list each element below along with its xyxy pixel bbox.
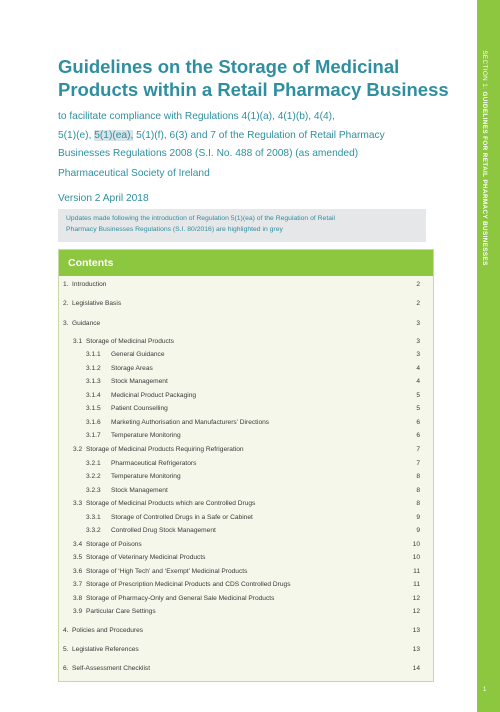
toc-entry-number: 3.3.1 <box>86 514 101 521</box>
toc-entry[interactable] <box>59 365 433 377</box>
toc-entry-label: Storage of Prescription Medicinal Products and CDS Controlled Drugs <box>86 581 291 588</box>
toc-entry-page: 6 <box>416 419 420 426</box>
toc-entry-page: 11 <box>413 568 420 575</box>
toc-entry-number: 3.4 <box>73 541 83 548</box>
toc-entry[interactable] <box>59 300 433 312</box>
toc-entry-page: 3 <box>416 351 420 358</box>
title-line-2: Products within a Retail Pharmacy Business <box>58 79 449 100</box>
document-version: Version 2 April 2018 <box>58 193 149 204</box>
toc-entry-number: 3.7 <box>73 581 83 588</box>
toc-entry-page: 4 <box>416 365 420 372</box>
toc-entry-label: Introduction <box>72 281 107 288</box>
update-note-line-2: Pharmacy Businesses Regulations (S.I. 80/2016) are highlighted in grey <box>66 226 283 233</box>
toc-entry-label: Particular Care Settings <box>86 608 156 615</box>
toc-entry-number: 3.2.3 <box>86 487 101 494</box>
toc-entry-number: 3.1.7 <box>86 432 101 439</box>
toc-entry-page: 10 <box>412 554 420 561</box>
toc-entry-label: Policies and Procedures <box>72 627 144 634</box>
toc-entry-number: 2. <box>63 300 69 307</box>
toc-entry[interactable] <box>59 473 433 485</box>
toc-entry-number: 3.2.1 <box>86 460 101 467</box>
toc-entry-page: 7 <box>416 446 420 453</box>
toc-entry-number: 3.1 <box>73 338 83 345</box>
toc-entry-label: Stock Management <box>111 378 168 385</box>
subtitle-highlighted-regulation: 5(1)(ea), <box>94 129 134 141</box>
toc-entry[interactable] <box>59 581 433 593</box>
toc-entry-number: 3.2 <box>73 446 83 453</box>
subtitle-line-2 <box>58 127 458 146</box>
toc-entry[interactable] <box>59 419 433 431</box>
toc-entry-label: Storage of Medicinal Products Requiring Refrigeration <box>86 446 244 453</box>
toc-entry-page: 13 <box>412 646 420 653</box>
toc-entry-label: Temperature Monitoring <box>111 432 181 439</box>
toc-entry-label: Marketing Authorisation and Manufacturers’ Directions <box>111 419 270 426</box>
toc-entry[interactable] <box>59 541 433 553</box>
toc-entry[interactable] <box>59 320 433 332</box>
toc-entry-label: Storage of Medicinal Products <box>86 338 174 345</box>
toc-entry-number: 3.1.2 <box>86 365 101 372</box>
toc-entry-label: Storage of Veterinary Medicinal Products <box>86 554 206 561</box>
toc-entry-number: 3.3.2 <box>86 527 101 534</box>
toc-entry-page: 4 <box>416 378 420 385</box>
toc-entry-label: Legislative References <box>72 646 139 653</box>
toc-entry[interactable] <box>59 446 433 458</box>
toc-entry-label: Self-Assessment Checklist <box>72 665 151 672</box>
toc-entry[interactable] <box>59 405 433 417</box>
toc-entry-label: Storage of ‘High Tech’ and ‘Exempt’ Medicinal Products <box>86 568 248 575</box>
toc-entry-label: Medicinal Product Packaging <box>111 392 197 399</box>
publisher-name: Pharmaceutical Society of Ireland <box>58 168 210 179</box>
toc-entry-page: 11 <box>413 581 420 588</box>
toc-entry-label: Legislative Basis <box>72 300 122 307</box>
toc-entry-label: General Guidance <box>111 351 165 358</box>
table-of-contents <box>58 249 434 682</box>
toc-entry[interactable] <box>59 432 433 444</box>
toc-entry-label: Stock Management <box>111 487 168 494</box>
toc-entry-number: 3.2.2 <box>86 473 101 480</box>
toc-entry-number: 3. <box>63 320 69 327</box>
document-subtitle <box>58 108 458 164</box>
toc-entry-number: 3.8 <box>73 595 83 602</box>
toc-entry-number: 3.1.1 <box>86 351 101 358</box>
side-section-number: SECTION 1: <box>481 50 488 90</box>
toc-entry-label: Patient Counselling <box>111 405 168 412</box>
page-number: 1 <box>483 687 487 693</box>
toc-entry-number: 1. <box>63 281 69 288</box>
toc-entry-page: 9 <box>416 514 420 521</box>
toc-entry-label: Storage Areas <box>111 365 153 372</box>
toc-entry-label: Controlled Drug Stock Management <box>111 527 216 534</box>
toc-entry[interactable] <box>59 527 433 539</box>
toc-entry-label: Storage of Medicinal Products which are Controlled Drugs <box>86 500 256 507</box>
toc-entry[interactable] <box>59 627 433 639</box>
toc-entry-page: 8 <box>416 500 420 507</box>
toc-entry-page: 13 <box>412 627 420 634</box>
contents-heading: Contents <box>59 250 433 276</box>
toc-entry[interactable] <box>59 595 433 607</box>
toc-entry-page: 12 <box>412 595 420 602</box>
toc-entry[interactable] <box>59 392 433 404</box>
toc-entry-number: 3.5 <box>73 554 83 561</box>
toc-entry-page: 3 <box>416 338 420 345</box>
toc-entry-number: 3.9 <box>73 608 83 615</box>
toc-entry[interactable] <box>59 568 433 580</box>
toc-entry-number: 3.1.5 <box>86 405 101 412</box>
section-side-label <box>481 50 488 265</box>
toc-entry-page: 5 <box>416 405 420 412</box>
toc-entry-page: 8 <box>416 473 420 480</box>
toc-entry-label: Guidance <box>72 320 101 327</box>
toc-entry-number: 3.1.6 <box>86 419 101 426</box>
toc-entry-page: 7 <box>416 460 420 467</box>
toc-entry-number: 4. <box>63 627 69 634</box>
toc-entry-page: 2 <box>416 281 420 288</box>
toc-entry-label: Pharmaceutical Refrigerators <box>111 460 197 467</box>
toc-entry-number: 3.3 <box>73 500 83 507</box>
toc-entry-page: 9 <box>416 527 420 534</box>
toc-entry[interactable] <box>59 608 433 620</box>
toc-entry[interactable] <box>59 487 433 499</box>
toc-entry[interactable] <box>59 378 433 390</box>
subtitle-line-2-end: 5(1)(f), 6(3) and 7 of the Regulation of Retail Pharmacy <box>133 129 385 141</box>
toc-entry-page: 5 <box>416 392 420 399</box>
toc-entry-number: 3.1.3 <box>86 378 101 385</box>
toc-entry[interactable] <box>59 281 433 293</box>
update-note-line-1: Updates made following the introduction of Regulation 5(1)(ea) of the Regulation of Retail <box>66 215 336 222</box>
toc-entry-label: Storage of Controlled Drugs in a Safe or Cabinet <box>111 514 253 521</box>
toc-entry[interactable] <box>59 554 433 566</box>
toc-entry[interactable] <box>59 500 433 512</box>
toc-entry-label: Storage of Poisons <box>86 541 142 548</box>
update-note <box>58 209 426 242</box>
subtitle-line-2-start: 5(1)(e), <box>58 129 95 141</box>
toc-entry-number: 6. <box>63 665 69 672</box>
subtitle-line-1: to facilitate compliance with Regulations 4(1)(a), 4(1)(b), 4(4), <box>58 111 335 122</box>
toc-entry[interactable] <box>59 351 433 363</box>
toc-entry-page: 10 <box>412 541 420 548</box>
toc-entry-label: Temperature Monitoring <box>111 473 181 480</box>
document-title <box>58 55 468 101</box>
toc-entry-page: 12 <box>412 608 420 615</box>
toc-entry[interactable] <box>59 338 433 350</box>
title-line-1: Guidelines on the Storage of Medicinal <box>58 56 400 77</box>
side-section-title: GUIDELINES FOR RETAIL PHARMACY BUSINESSES <box>481 91 488 266</box>
toc-entry-number: 3.1.4 <box>86 392 101 399</box>
toc-entry-number: 3.6 <box>73 568 83 575</box>
toc-entry-page: 8 <box>416 487 420 494</box>
toc-entry[interactable] <box>59 646 433 658</box>
toc-entry-number: 5. <box>63 646 69 653</box>
toc-entry-page: 3 <box>416 320 420 327</box>
toc-entry-page: 2 <box>416 300 420 307</box>
subtitle-line-3: Businesses Regulations 2008 (S.I. No. 488 of 2008) (as amended) <box>58 148 359 159</box>
toc-entry-label: Storage of Pharmacy-Only and General Sale Medicinal Products <box>86 595 275 602</box>
toc-entry-page: 14 <box>412 665 420 672</box>
toc-entry[interactable] <box>59 460 433 472</box>
toc-entry[interactable] <box>59 665 433 677</box>
toc-entry-page: 6 <box>416 432 420 439</box>
toc-entry[interactable] <box>59 514 433 526</box>
